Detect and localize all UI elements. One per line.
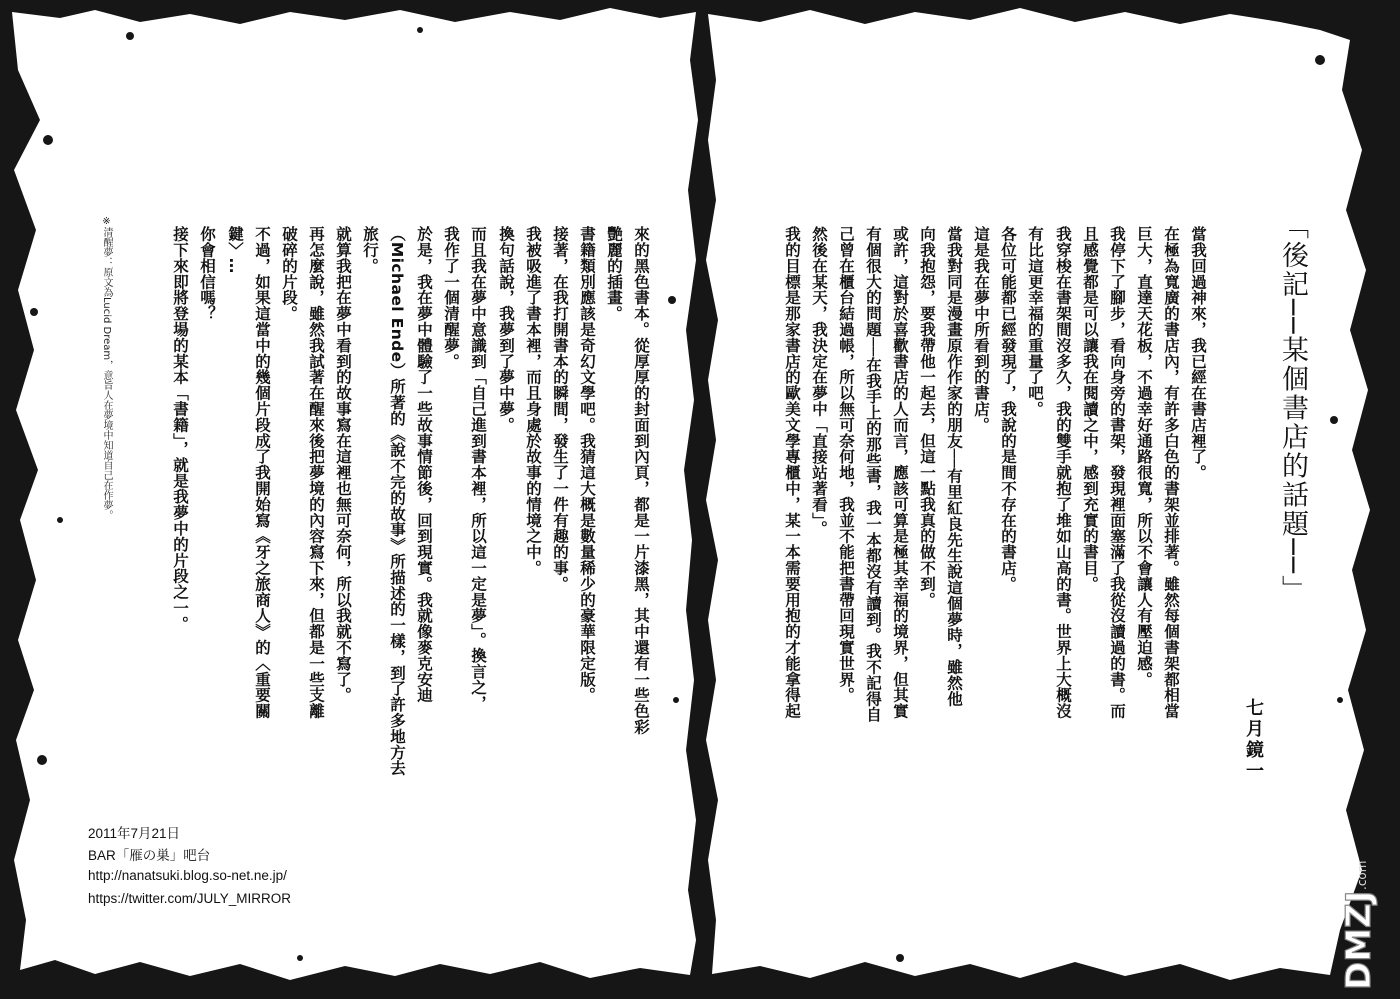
text-column: 鍵〉… <box>226 226 244 274</box>
text-column: 艷麗的插畫。 <box>605 226 623 322</box>
text-column: 然後在某天，我決定在夢中「直接站著看」。 <box>810 226 828 537</box>
text-column: （Michael Ende）所著的《說不完的故事》所描述的一樣，到了許多地方去 <box>388 226 406 776</box>
afterword-title: 「後記──某個書店的話題──」 <box>1277 212 1308 605</box>
text-column: 且感覺都是可以讓我在閱讀之中，感到充實的書目。 <box>1081 226 1099 592</box>
text-column: 在極為寬廣的書店內，有許多白色的書架並排著。雖然每個書架都相當 <box>1162 226 1180 719</box>
text-column: 這是我在夢中所看到的書店。 <box>972 226 990 433</box>
signature-date: 2011年7月21日 <box>88 826 181 841</box>
watermark-logo-text: DMZJ <box>1339 890 1379 990</box>
text-column: 各位可能都已經發現了，我說的是間不存在的書店。 <box>999 226 1017 592</box>
text-column: 來的黑色書本。從厚厚的封面到內頁，都是一片漆黑，其中還有一些色彩 <box>632 226 650 735</box>
text-column: 有個很大的問題──在我手上的那些書，我一本都沒有讀到。我不記得自 <box>864 226 882 723</box>
text-column: 當我對同是漫畫原作作家的朋友──有里紅良先生說這個夢時，雖然他 <box>945 226 963 707</box>
text-column: 換句話說，我夢到了夢中夢。 <box>497 226 515 433</box>
footnote: ※清醒夢：原文為Lucid Dream，意旨人在夢境中知道自己在作夢。 <box>101 216 112 521</box>
text-column: 己曾在櫃台結過帳，所以無可奈何地，我並不能把書帶回現實世界。 <box>837 226 855 703</box>
twitter-link[interactable]: https://twitter.com/JULY_MIRROR <box>88 891 292 906</box>
text-column: 不過，如果這當中的幾個片段成了我開始寫《牙之旅商人》的〈重要關 <box>253 226 271 719</box>
text-column: 接下來即將登場的某本「書籍」，就是我夢中的片段之一。 <box>171 226 189 632</box>
text-column: 我作了一個清醒夢。 <box>442 226 460 370</box>
text-column: 有比這更幸福的重量了吧。 <box>1026 226 1044 417</box>
text-column: 就算我把在夢中看到的故事寫在這裡也無可奈何，所以我就不寫了。 <box>334 226 352 703</box>
text-column: 巨大，直達天花板，不過幸好通路很寬，所以不會讓人有壓迫感。 <box>1135 226 1153 688</box>
text-column: 接著，在我打開書本的瞬間，發生了一件有趣的事。 <box>551 226 569 592</box>
dmzj-watermark-logo <box>1330 842 1390 992</box>
signature-place: BAR「雁の巣」吧台 <box>88 848 211 863</box>
author-name: 七月鏡一 <box>1243 698 1264 782</box>
text-column: 我的目標是那家書店的歐美文學專櫃中，某一本需要用抱的才能拿得起 <box>783 226 801 719</box>
text-column: 於是，我在夢中體驗了一些故事情節後，回到現實。我就像麥克安迪 <box>415 226 433 703</box>
blog-link[interactable]: http://nanatsuki.blog.so-net.ne.jp/ <box>88 868 287 883</box>
text-column: 書籍類別應該是奇幻文學吧。我猜這大概是數量稀少的豪華限定版。 <box>578 226 596 703</box>
text-column: 當我回過神來，我已經在書店裡了。 <box>1189 226 1207 481</box>
text-column: 或許，這對於喜歡書店的人而言，應該可算是極其幸福的境界，但其實 <box>891 226 909 719</box>
text-column: 向我抱怨，要我帶他一起去，但這一點我真的做不到。 <box>918 226 936 608</box>
text-column: 旅行。 <box>361 226 379 274</box>
text-column: 我穿梭在書架間沒多久，我的雙手就抱了堆如山高的書。世界上大概沒 <box>1054 226 1072 719</box>
watermark-domain-text: .com <box>1355 860 1369 890</box>
text-column: 再怎麼說，雖然我試著在醒來後把夢境的內容寫下來，但都是一些支離 <box>307 226 325 719</box>
text-column: 而且我在夢中意識到「自己進到書本裡，所以這一定是夢」。換言之， <box>469 226 487 712</box>
text-column: 我被吸進了書本裡，而且身處於故事的情境之中。 <box>524 226 542 576</box>
text-column: 我停下了腳步，看向身旁的書架，發現裡面塞滿了我從沒讀過的書。而 <box>1108 226 1126 719</box>
text-column: 你會相信嗎？ <box>198 226 216 322</box>
text-column: 破碎的片段。 <box>280 226 298 322</box>
